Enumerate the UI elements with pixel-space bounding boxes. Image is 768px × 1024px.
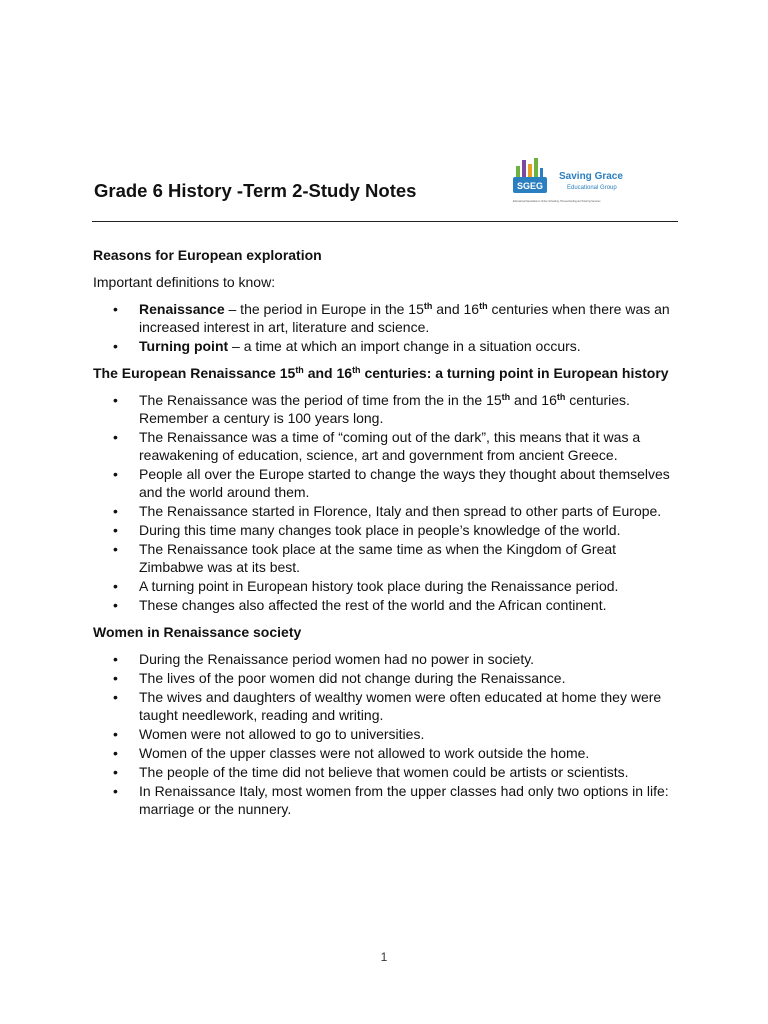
list-item: • The people of the time did not believe that women could be artists or scientists. [113,764,629,780]
logo-abbrev: SGEG [516,181,544,191]
logo-name-line2: Educational Group [567,185,617,191]
women-list [93,650,683,818]
list-item: • The Renaissance started in Florence, Italy and then spread to other parts of Europe. [113,503,662,519]
list-item: • During the Renaissance period women had no power in society. [113,651,535,667]
page-title: Grade 6 History -Term 2-Study Notes [94,180,417,201]
logo-name-line1: Saving Grace [559,171,623,182]
list-item: • Renaissance – the period in Europe in the 15th and 16th centuries when there was an increased interest in art, literature and science. [113,301,670,335]
list-item: • Women of the upper classes were not allowed to work outside the home. [113,745,590,761]
document-body [93,246,683,827]
definitions-intro: Important definitions to know: [93,274,276,290]
list-item: • In Renaissance Italy, most women from the upper classes had only two options in life: marriage or the nunnery. [113,783,669,817]
logo [507,156,641,208]
renaissance-list [93,391,683,614]
list-item: • Women were not allowed to go to universities. [113,726,425,742]
page-number: 1 [380,950,388,964]
section-heading-renaissance: The European Renaissance 15th and 16th centuries: a turning point in European history [93,365,669,381]
list-item: • People all over the Europe started to change the ways they thought about themselves and the world around them. [113,466,670,500]
definition-term: Renaissance [139,301,225,317]
title-divider [92,221,678,222]
list-item: • The Renaissance was a time of “coming out of the dark”, this means that it was a reawakening of education, science, art and government from ancient Greece. [113,429,641,463]
list-item: • The lives of the poor women did not change during the Renaissance. [113,670,566,686]
list-item: • The wives and daughters of wealthy women were often educated at home they were taught needlework, reading and writing. [113,689,662,723]
logo-tagline: Educational Specialists in Online Schooling, Homeschooling and Tutoring Services [513,200,601,203]
section-heading-women: Women in Renaissance society [93,624,302,640]
list-item: • Turning point – a time at which an import change in a situation occurs. [113,338,581,354]
definition-term: Turning point [139,338,229,354]
sgeg-logo-icon [507,156,641,208]
list-item: • These changes also affected the rest of the world and the African continent. [113,597,607,613]
list-item: • During this time many changes took place in people’s knowledge of the world. [113,522,621,538]
list-item: • The Renaissance was the period of time from the in the 15th and 16th centuries. Remember a century is 100 years long. [113,392,630,426]
list-item: • A turning point in European history took place during the Renaissance period. [113,578,619,594]
list-item: • The Renaissance took place at the same time as when the Kingdom of Great Zimbabwe was at its best. [113,541,617,575]
section-heading-exploration: Reasons for European exploration [93,247,322,263]
definitions-list [93,300,683,355]
